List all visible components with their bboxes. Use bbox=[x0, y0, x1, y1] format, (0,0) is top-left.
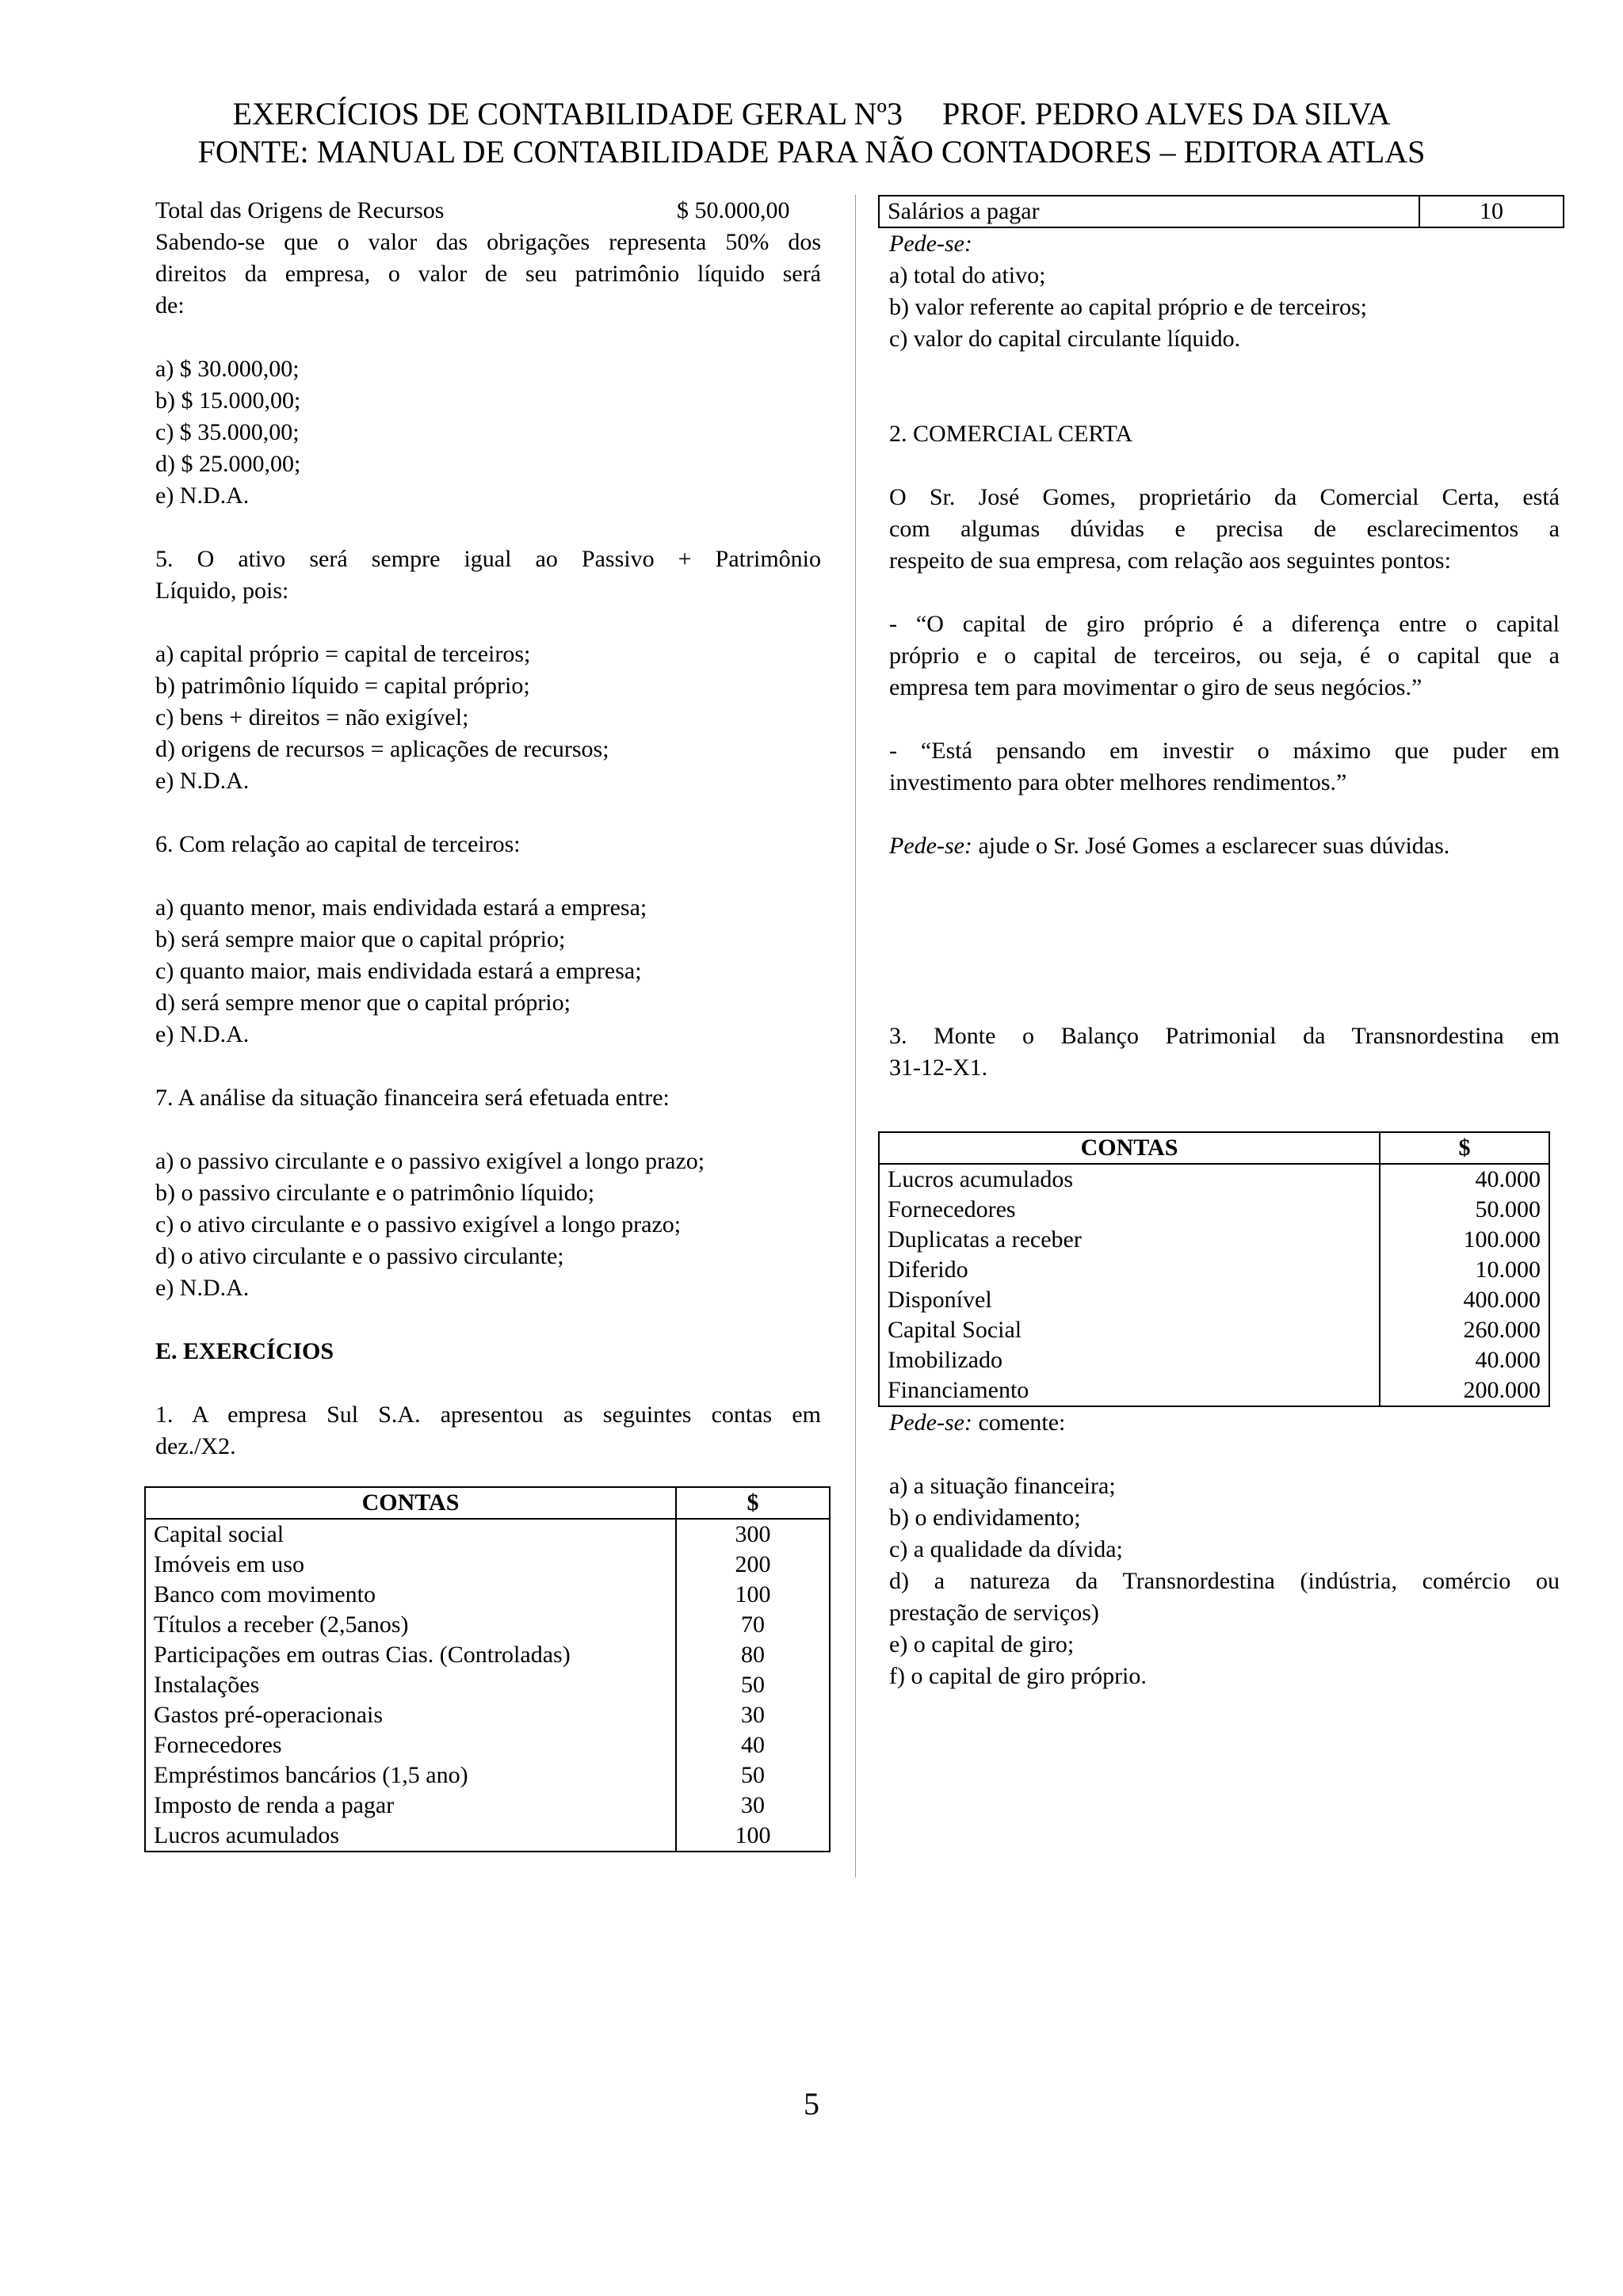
ex2-pedese-label: Pede-se: bbox=[889, 833, 972, 859]
q7-option: d) o ativo circulante e o passivo circulante; bbox=[155, 1243, 564, 1269]
salarios-value: 10 bbox=[1419, 196, 1564, 227]
account-name: Capital social bbox=[145, 1519, 676, 1550]
total-origens-label: Total das Origens de Recursos bbox=[155, 197, 445, 223]
table-row bbox=[145, 1580, 830, 1610]
table-row bbox=[145, 1821, 830, 1851]
account-value: 100 bbox=[676, 1580, 830, 1610]
account-value: 80 bbox=[676, 1640, 830, 1670]
q6-text: 6. Com relação ao capital de terceiros: bbox=[155, 831, 521, 857]
account-name: Lucros acumulados bbox=[879, 1164, 1380, 1195]
account-name: Capital Social bbox=[879, 1315, 1380, 1345]
ex2-p2-line: próprio e o capital de terceiros, ou seja, é o capital que a bbox=[889, 643, 1560, 669]
table-row bbox=[145, 1610, 830, 1640]
ex3-item: f) o capital de giro próprio. bbox=[889, 1663, 1147, 1689]
account-name: Duplicatas a receber bbox=[879, 1225, 1380, 1255]
table2-header-contas: CONTAS bbox=[879, 1132, 1380, 1164]
q7-option: a) o passivo circulante e o passivo exigível a longo prazo; bbox=[155, 1148, 705, 1174]
ex2-title: 2. COMERCIAL CERTA bbox=[889, 421, 1133, 447]
q6-option: e) N.D.A. bbox=[155, 1021, 250, 1047]
q5-option: c) bens + direitos = não exigível; bbox=[155, 704, 469, 730]
ex1-text-1: 1. A empresa Sul S.A. apresentou as seguintes contas em bbox=[155, 1402, 821, 1428]
ex1-item: c) valor do capital circulante líquido. bbox=[889, 326, 1241, 352]
account-name: Fornecedores bbox=[879, 1195, 1380, 1225]
table-row bbox=[145, 1519, 830, 1550]
q5-text-1: 5. O ativo será sempre igual ao Passivo + Patrimônio bbox=[155, 546, 821, 572]
account-value: 200 bbox=[676, 1550, 830, 1580]
account-value: 400.000 bbox=[1380, 1285, 1549, 1315]
ex3-item-d-1: d) a natureza da Transnordestina (indústria, comércio ou bbox=[889, 1568, 1560, 1594]
ex3-item: c) a qualidade da dívida; bbox=[889, 1536, 1123, 1562]
table-row bbox=[879, 1164, 1549, 1195]
ex2-pedese bbox=[889, 830, 1560, 862]
q5-option: e) N.D.A. bbox=[155, 768, 250, 794]
table-row bbox=[145, 1640, 830, 1670]
q7-option: e) N.D.A. bbox=[155, 1275, 250, 1301]
q4-option: a) $ 30.000,00; bbox=[155, 356, 300, 382]
account-value: 50 bbox=[676, 1760, 830, 1791]
ex2-p1-line: com algumas dúvidas e precisa de esclarecimentos a bbox=[889, 516, 1560, 542]
ex2-pedese-text: ajude o Sr. José Gomes a esclarecer suas dúvidas. bbox=[972, 833, 1450, 859]
account-value: 300 bbox=[676, 1519, 830, 1550]
account-value: 200.000 bbox=[1380, 1375, 1549, 1405]
account-value: 100 bbox=[676, 1821, 830, 1851]
account-name: Banco com movimento bbox=[145, 1580, 676, 1610]
account-value: 30 bbox=[676, 1700, 830, 1730]
ex3-item: e) o capital de giro; bbox=[889, 1631, 1075, 1657]
table-row bbox=[879, 1195, 1549, 1225]
section-title: E. EXERCÍCIOS bbox=[155, 1338, 334, 1364]
table-row bbox=[879, 1375, 1549, 1405]
page-number: 5 bbox=[804, 2086, 819, 2122]
header-line-1: EXERCÍCIOS DE CONTABILIDADE GERAL Nº3 PROF. PEDRO ALVES DA SILVA bbox=[232, 96, 1391, 132]
table-row bbox=[879, 1345, 1549, 1375]
ex3-text-1: 3. Monte o Balanço Patrimonial da Transnordestina em bbox=[889, 1023, 1560, 1049]
account-value: 10.000 bbox=[1380, 1255, 1549, 1285]
account-value: 50 bbox=[676, 1670, 830, 1700]
ex2-p3-line: - “Está pensando em investir o máximo que puder em bbox=[889, 738, 1560, 764]
q5-option: a) capital próprio = capital de terceiros; bbox=[155, 641, 531, 667]
total-origens-line bbox=[155, 195, 821, 227]
ex1-text-2: dez./X2. bbox=[155, 1433, 236, 1459]
column-divider bbox=[855, 195, 856, 1878]
ex3-text-2: 31-12-X1. bbox=[889, 1055, 988, 1081]
account-name: Participações em outras Cias. (Controladas) bbox=[145, 1640, 676, 1670]
ex2-p2-line: empresa tem para movimentar o giro de seus negócios.” bbox=[889, 674, 1423, 700]
ex3-pedese-label: Pede-se: bbox=[889, 1409, 972, 1436]
ex2-p2-line: - “O capital de giro próprio é a diferença entre o capital bbox=[889, 611, 1560, 637]
account-name: Gastos pré-operacionais bbox=[145, 1700, 676, 1730]
q6-option: a) quanto menor, mais endividada estará a empresa; bbox=[155, 894, 647, 921]
account-name: Disponível bbox=[879, 1285, 1380, 1315]
account-name: Títulos a receber (2,5anos) bbox=[145, 1610, 676, 1640]
table2-header-valor: $ bbox=[1380, 1132, 1549, 1164]
account-name: Lucros acumulados bbox=[145, 1821, 676, 1851]
table-row bbox=[145, 1550, 830, 1580]
page-header bbox=[0, 95, 1623, 171]
q6-option: b) será sempre maior que o capital próprio; bbox=[155, 926, 566, 952]
q7-text: 7. A análise da situação financeira será efetuada entre: bbox=[155, 1085, 670, 1111]
q7-option: b) o passivo circulante e o patrimônio líquido; bbox=[155, 1180, 595, 1206]
q5-option: b) patrimônio líquido = capital próprio; bbox=[155, 673, 530, 699]
ex3-item: b) o endividamento; bbox=[889, 1505, 1081, 1531]
table-header-valor: $ bbox=[676, 1487, 830, 1519]
ex1-item: a) total do ativo; bbox=[889, 262, 1046, 288]
ex3-pedese-text: comente: bbox=[972, 1409, 1066, 1436]
table-row bbox=[879, 1225, 1549, 1255]
account-name: Imóveis em uso bbox=[145, 1550, 676, 1580]
right-column bbox=[889, 195, 1560, 1692]
ex2-p1-line: respeito de sua empresa, com relação aos seguintes pontos: bbox=[889, 547, 1451, 574]
ex2-p3-line: investimento para obter melhores rendimentos.” bbox=[889, 769, 1347, 795]
ex2-p1-line: O Sr. José Gomes, proprietário da Comercial Certa, está bbox=[889, 484, 1560, 510]
account-name: Empréstimos bancários (1,5 ano) bbox=[145, 1760, 676, 1791]
table-row bbox=[145, 1760, 830, 1791]
pedese-label: Pede-se: bbox=[889, 231, 972, 257]
table-row bbox=[145, 1791, 830, 1821]
table-transnordestina bbox=[878, 1131, 1550, 1407]
q4-option: d) $ 25.000,00; bbox=[155, 451, 301, 477]
table-header-contas: CONTAS bbox=[145, 1487, 676, 1519]
total-origens-value: $ 50.000,00 bbox=[677, 197, 790, 223]
ex3-item: a) a situação financeira; bbox=[889, 1473, 1116, 1499]
q4-option: c) $ 35.000,00; bbox=[155, 419, 300, 445]
table-sul bbox=[144, 1486, 831, 1852]
account-name: Fornecedores bbox=[145, 1730, 676, 1760]
table-row bbox=[145, 1730, 830, 1760]
account-value: 100.000 bbox=[1380, 1225, 1549, 1255]
q4-text-3: de: bbox=[155, 292, 185, 318]
q6-option: d) será sempre menor que o capital próprio; bbox=[155, 990, 571, 1016]
account-value: 260.000 bbox=[1380, 1315, 1549, 1345]
table-row bbox=[145, 1670, 830, 1700]
q5-option: d) origens de recursos = aplicações de recursos; bbox=[155, 736, 609, 762]
account-value: 40 bbox=[676, 1730, 830, 1760]
q4-option: e) N.D.A. bbox=[155, 482, 250, 509]
account-value: 40.000 bbox=[1380, 1345, 1549, 1375]
header-line-2: FONTE: MANUAL DE CONTABILIDADE PARA NÃO CONTADORES – EDITORA ATLAS bbox=[197, 134, 1426, 170]
q4-option: b) $ 15.000,00; bbox=[155, 387, 301, 414]
account-name: Financiamento bbox=[879, 1375, 1380, 1405]
account-name: Diferido bbox=[879, 1255, 1380, 1285]
q5-text-2: Líquido, pois: bbox=[155, 578, 289, 604]
ex3-item-d-2: prestação de serviços) bbox=[889, 1600, 1099, 1626]
ex1-item: b) valor referente ao capital próprio e de terceiros; bbox=[889, 294, 1368, 320]
table-row bbox=[879, 1255, 1549, 1285]
account-name: Instalações bbox=[145, 1670, 676, 1700]
salarios-label: Salários a pagar bbox=[879, 196, 1419, 227]
q7-option: c) o ativo circulante e o passivo exigível a longo prazo; bbox=[155, 1211, 682, 1238]
table-row bbox=[879, 1315, 1549, 1345]
account-value: 70 bbox=[676, 1610, 830, 1640]
q6-option: c) quanto maior, mais endividada estará a empresa; bbox=[155, 958, 642, 984]
account-name: Imobilizado bbox=[879, 1345, 1380, 1375]
account-name: Imposto de renda a pagar bbox=[145, 1791, 676, 1821]
table-salarios bbox=[878, 195, 1564, 228]
left-column bbox=[155, 195, 821, 1852]
q4-text-1: Sabendo-se que o valor das obrigações representa 50% dos bbox=[155, 229, 821, 255]
account-value: 30 bbox=[676, 1791, 830, 1821]
table-row bbox=[145, 1700, 830, 1730]
account-value: 40.000 bbox=[1380, 1164, 1549, 1195]
ex3-pedese bbox=[889, 1407, 1560, 1439]
table-row bbox=[879, 1285, 1549, 1315]
account-value: 50.000 bbox=[1380, 1195, 1549, 1225]
q4-text-2: direitos da empresa, o valor de seu patrimônio líquido será bbox=[155, 261, 821, 287]
